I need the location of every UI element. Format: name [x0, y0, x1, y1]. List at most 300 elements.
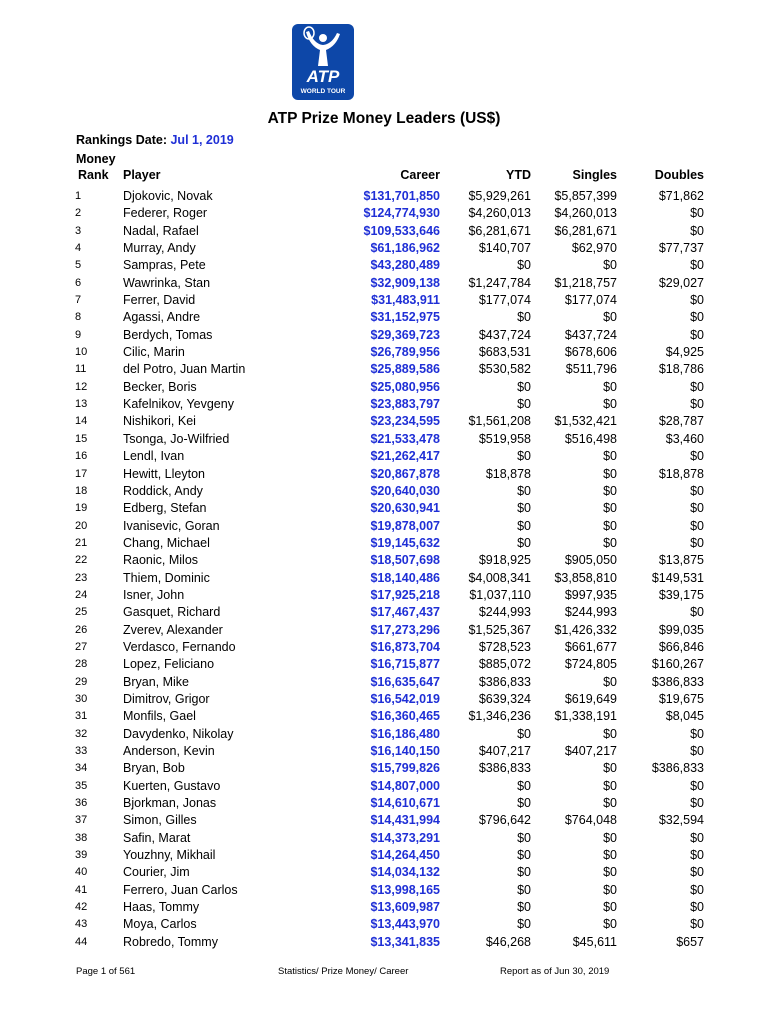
rank-cell: 41: [75, 883, 88, 896]
rank-cell: 9: [75, 328, 82, 341]
table-row: [0, 518, 768, 535]
player-cell: Davydenko, Nikolay: [123, 726, 234, 741]
player-cell: Monfils, Gael: [123, 709, 196, 724]
ytd-cell: $18,878: [485, 466, 531, 481]
player-cell: Bjorkman, Jonas: [123, 796, 217, 811]
career-cell: $23,883,797: [370, 397, 440, 412]
singles-cell: $4,260,013: [554, 206, 617, 221]
ytd-cell: $1,037,110: [469, 587, 531, 602]
player-cell: Lopez, Feliciano: [123, 657, 215, 672]
singles-cell: $661,677: [564, 639, 617, 654]
table-row: [0, 882, 768, 899]
page-title: ATP Prize Money Leaders (US$): [267, 110, 501, 127]
career-cell: $16,140,150: [370, 744, 440, 758]
career-cell: $23,234,595: [370, 414, 440, 429]
singles-cell: $997,935: [564, 587, 617, 602]
singles-cell: $6,281,671: [554, 223, 617, 238]
doubles-cell: $0: [690, 605, 704, 620]
singles-cell: $0: [603, 882, 617, 897]
player-cell: Gasquet, Richard: [123, 605, 221, 620]
table-row: [0, 604, 768, 621]
doubles-cell: $0: [690, 483, 704, 498]
career-cell: $20,867,878: [370, 466, 440, 481]
player-cell: Haas, Tommy: [123, 900, 200, 915]
singles-cell: $0: [603, 535, 617, 550]
table-row: [0, 327, 768, 344]
rank-cell: 34: [75, 762, 88, 775]
career-cell: $19,145,632: [370, 535, 440, 550]
player-cell: Moya, Carlos: [123, 917, 197, 932]
doubles-cell: $0: [690, 917, 704, 932]
singles-cell: $0: [603, 466, 617, 481]
career-cell: $16,715,877: [370, 657, 440, 672]
ytd-cell: $0: [517, 778, 531, 793]
singles-cell: $0: [603, 761, 617, 776]
singles-cell: $1,532,421: [554, 414, 617, 429]
doubles-cell: $0: [690, 206, 704, 221]
player-cell: Ivanisevic, Goran: [123, 518, 220, 533]
doubles-cell: $0: [690, 327, 704, 342]
table-row: [0, 188, 768, 205]
singles-cell: $619,649: [564, 691, 617, 706]
ytd-cell: $0: [517, 258, 531, 273]
doubles-cell: $0: [690, 397, 704, 412]
header-player: Player: [123, 168, 161, 182]
career-cell: $31,152,975: [370, 310, 440, 325]
table-row: [0, 379, 768, 396]
table-row: [0, 431, 768, 448]
singles-cell: $1,338,191: [554, 709, 617, 724]
ytd-cell: $918,925: [478, 553, 531, 568]
career-cell: $13,609,987: [370, 900, 440, 915]
singles-cell: $724,805: [564, 657, 617, 672]
table-row: [0, 622, 768, 639]
player-cell: Kafelnikov, Yevgeny: [123, 397, 234, 412]
career-cell: $124,774,930: [363, 206, 440, 221]
ytd-cell: $244,993: [478, 605, 531, 620]
doubles-cell: $0: [690, 449, 704, 464]
career-cell: $61,186,962: [370, 241, 440, 256]
rank-cell: 17: [75, 467, 88, 480]
doubles-cell: $386,833: [651, 761, 704, 776]
table-row: [0, 448, 768, 465]
career-cell: $31,483,911: [371, 293, 440, 308]
ytd-cell: $0: [517, 379, 531, 394]
ytd-cell: $140,707: [478, 241, 531, 256]
table-row: [0, 223, 768, 240]
table-row: [0, 361, 768, 378]
doubles-cell: $0: [690, 726, 704, 741]
ytd-cell: $530,582: [478, 362, 531, 377]
player-cell: Chang, Michael: [123, 535, 210, 550]
doubles-cell: $18,878: [658, 466, 704, 481]
doubles-cell: $0: [690, 518, 704, 533]
table-row: [0, 847, 768, 864]
singles-cell: $0: [603, 674, 617, 689]
singles-cell: $244,993: [564, 605, 617, 620]
rank-cell: 22: [75, 554, 88, 567]
doubles-cell: $0: [690, 830, 704, 845]
table-row: [0, 587, 768, 604]
table-row: [0, 812, 768, 829]
rank-cell: 12: [75, 380, 88, 393]
table-row: [0, 292, 768, 309]
player-cell: Zverev, Alexander: [123, 622, 223, 637]
doubles-cell: $0: [690, 379, 704, 394]
player-cell: Nadal, Rafael: [123, 223, 199, 238]
doubles-cell: $0: [690, 865, 704, 880]
header-career: Career: [400, 168, 440, 182]
singles-cell: $0: [603, 726, 617, 741]
career-cell: $20,630,941: [370, 501, 440, 516]
doubles-cell: $0: [690, 848, 704, 863]
rank-cell: 33: [75, 745, 88, 757]
rank-cell: 13: [75, 398, 88, 411]
rank-cell: 1: [75, 190, 82, 202]
career-cell: $17,273,296: [370, 622, 440, 637]
singles-cell: $0: [603, 778, 617, 793]
doubles-cell: $32,594: [658, 813, 704, 828]
player-cell: Youzhny, Mikhail: [123, 848, 216, 863]
singles-cell: $764,048: [564, 813, 617, 828]
career-cell: $17,467,437: [370, 605, 440, 620]
table-row: [0, 257, 768, 274]
rank-cell: 35: [75, 779, 88, 792]
singles-cell: $0: [603, 483, 617, 498]
player-cell: Berdych, Tomas: [123, 327, 213, 342]
singles-cell: $0: [603, 310, 617, 325]
atp-world-tour-logo: [292, 24, 354, 100]
player-cell: Verdasco, Fernando: [123, 639, 236, 654]
table-row: [0, 413, 768, 430]
table-row: [0, 570, 768, 587]
doubles-cell: $3,460: [665, 431, 704, 446]
doubles-cell: $19,675: [658, 691, 704, 706]
rank-cell: 37: [75, 814, 88, 827]
career-cell: $20,640,030: [370, 483, 440, 498]
player-cell: Ferrero, Juan Carlos: [123, 882, 238, 897]
ytd-cell: $0: [517, 796, 531, 811]
rank-cell: 7: [75, 294, 82, 307]
rank-cell: 38: [75, 831, 88, 844]
career-cell: $21,262,417: [370, 449, 440, 464]
rank-cell: 4: [75, 242, 82, 255]
logo-subtext: WORLD TOUR: [300, 88, 346, 95]
table-row: [0, 240, 768, 257]
ytd-cell: $885,072: [478, 657, 531, 672]
singles-cell: $0: [603, 900, 617, 915]
ytd-cell: $0: [517, 865, 531, 880]
ytd-cell: $386,833: [478, 761, 531, 776]
doubles-cell: $0: [690, 535, 704, 550]
player-cell: Bryan, Bob: [123, 761, 185, 776]
singles-cell: $0: [603, 518, 617, 533]
player-cell: Djokovic, Novak: [123, 189, 213, 203]
ytd-cell: $1,561,208: [468, 414, 531, 429]
doubles-cell: $160,267: [651, 657, 704, 672]
player-cell: Anderson, Kevin: [123, 744, 215, 758]
player-cell: Isner, John: [123, 587, 185, 602]
table-row: [0, 760, 768, 777]
singles-cell: $0: [603, 501, 617, 516]
rank-cell: 30: [75, 692, 88, 705]
table-row: [0, 934, 768, 951]
player-cell: Becker, Boris: [123, 379, 197, 394]
doubles-cell: $99,035: [658, 622, 704, 637]
player-cell: Robredo, Tommy: [123, 934, 218, 949]
ytd-cell: $0: [517, 830, 531, 845]
footer-section: Statistics/ Prize Money/ Career: [278, 966, 409, 977]
singles-cell: $905,050: [564, 553, 617, 568]
rank-cell: 16: [75, 450, 88, 463]
career-cell: $26,789,956: [370, 345, 440, 360]
player-cell: Thiem, Dominic: [123, 570, 210, 585]
doubles-cell: $0: [690, 744, 704, 758]
rank-cell: 25: [75, 606, 88, 619]
singles-cell: $0: [603, 258, 617, 273]
table-row: [0, 899, 768, 916]
player-cell: Sampras, Pete: [123, 258, 206, 273]
table-row: [0, 743, 768, 760]
player-cell: Wawrinka, Stan: [123, 275, 211, 290]
singles-cell: $437,724: [564, 327, 617, 342]
career-cell: $16,186,480: [370, 726, 440, 741]
table-row: [0, 552, 768, 569]
singles-cell: $407,217: [564, 744, 617, 758]
player-cell: Ferrer, David: [123, 293, 196, 308]
ytd-cell: $0: [517, 310, 531, 325]
rank-cell: 19: [75, 502, 88, 515]
rank-cell: 27: [75, 640, 88, 653]
ytd-cell: $0: [517, 449, 531, 464]
career-cell: $29,369,723: [370, 327, 440, 342]
ytd-cell: $1,346,236: [468, 709, 531, 724]
table-row: [0, 466, 768, 483]
ytd-cell: $0: [517, 535, 531, 550]
career-cell: $14,264,450: [370, 848, 440, 863]
ytd-cell: $6,281,671: [468, 223, 531, 238]
rankings-date-value: Jul 1, 2019: [170, 133, 234, 147]
career-cell: $25,080,956: [370, 379, 440, 394]
player-cell: Agassi, Andre: [123, 310, 201, 325]
career-cell: $16,873,704: [370, 639, 440, 654]
singles-cell: $0: [603, 449, 617, 464]
rank-cell: 40: [75, 866, 88, 879]
doubles-cell: $0: [690, 293, 704, 308]
player-cell: Kuerten, Gustavo: [123, 778, 221, 793]
player-cell: Tsonga, Jo-Wilfried: [123, 431, 230, 446]
table-row: [0, 674, 768, 691]
table-row: [0, 864, 768, 881]
player-cell: Nishikori, Kei: [123, 414, 196, 429]
player-cell: Cilic, Marin: [123, 345, 185, 360]
player-cell: Courier, Jim: [123, 865, 190, 880]
player-cell: Safin, Marat: [123, 830, 191, 845]
ytd-cell: $5,929,261: [468, 189, 531, 203]
rankings-date: [76, 133, 234, 147]
rank-cell: 8: [75, 311, 82, 324]
career-cell: $25,889,586: [370, 362, 440, 377]
table-row: [0, 639, 768, 656]
footer-report-date: Report as of Jun 30, 2019: [500, 966, 610, 977]
career-cell: $109,533,646: [363, 223, 440, 238]
player-cell: Bryan, Mike: [123, 674, 189, 689]
rank-cell: 5: [75, 259, 82, 272]
rank-cell: 6: [75, 276, 82, 289]
career-cell: $17,925,218: [370, 587, 440, 602]
ytd-cell: $728,523: [478, 639, 531, 654]
doubles-cell: $657: [676, 934, 704, 949]
rank-cell: 42: [75, 901, 88, 914]
singles-cell: $0: [603, 848, 617, 863]
table-row: [0, 830, 768, 847]
player-cell: del Potro, Juan Martin: [123, 362, 246, 377]
prize-money-table: [0, 188, 768, 951]
doubles-cell: $0: [690, 796, 704, 811]
career-cell: $18,140,486: [370, 570, 440, 585]
doubles-cell: $29,027: [658, 275, 704, 290]
doubles-cell: $8,045: [665, 709, 704, 724]
ytd-cell: $0: [517, 726, 531, 741]
rank-cell: 15: [75, 432, 88, 445]
rank-cell: 11: [75, 363, 87, 376]
rank-cell: 20: [75, 519, 88, 532]
ytd-cell: $0: [517, 483, 531, 498]
footer-page: Page 1 of 561: [76, 966, 136, 977]
doubles-cell: $149,531: [651, 570, 704, 585]
ytd-cell: $0: [517, 848, 531, 863]
singles-cell: $5,857,399: [554, 189, 617, 203]
rankings-date-label: Rankings Date:: [76, 133, 167, 147]
rank-cell: 39: [75, 849, 88, 862]
player-cell: Raonic, Milos: [123, 553, 199, 568]
singles-cell: $1,218,757: [554, 275, 617, 290]
player-cell: Federer, Roger: [123, 206, 208, 221]
table-row: [0, 656, 768, 673]
header-rank: Rank: [78, 168, 109, 182]
doubles-cell: $39,175: [658, 587, 704, 602]
ytd-cell: $0: [517, 397, 531, 412]
table-row: [0, 916, 768, 933]
ytd-cell: $437,724: [478, 327, 531, 342]
ytd-cell: $4,260,013: [468, 206, 531, 221]
rank-cell: 23: [75, 571, 88, 584]
singles-cell: $516,498: [564, 431, 617, 446]
singles-cell: $3,858,810: [554, 570, 617, 585]
career-cell: $14,807,000: [370, 778, 440, 793]
table-row: [0, 500, 768, 517]
career-cell: $18,507,698: [370, 553, 440, 568]
career-cell: $13,998,165: [370, 882, 440, 897]
ytd-cell: $177,074: [478, 293, 531, 308]
ytd-cell: $46,268: [485, 934, 531, 949]
rank-cell: 10: [75, 346, 88, 359]
doubles-cell: $0: [690, 501, 704, 516]
doubles-cell: $4,925: [665, 345, 704, 360]
career-cell: $21,533,478: [370, 431, 440, 446]
ytd-cell: $0: [517, 501, 531, 516]
header-doubles: Doubles: [654, 168, 704, 182]
career-cell: $13,443,970: [370, 917, 440, 932]
doubles-cell: $77,737: [658, 241, 704, 256]
career-cell: $14,610,671: [370, 796, 440, 811]
doubles-cell: $0: [690, 778, 704, 793]
rank-cell: 31: [75, 710, 88, 723]
player-cell: Roddick, Andy: [123, 483, 203, 498]
rank-cell: 26: [75, 623, 88, 636]
player-cell: Hewitt, Lleyton: [123, 466, 205, 481]
table-row: [0, 344, 768, 361]
rank-cell: 24: [75, 588, 88, 601]
doubles-cell: $0: [690, 882, 704, 897]
career-cell: $16,542,019: [370, 691, 440, 706]
player-cell: Edberg, Stefan: [123, 501, 207, 516]
singles-cell: $678,606: [564, 345, 617, 360]
rank-cell: 21: [75, 536, 88, 549]
table-row: [0, 309, 768, 326]
singles-cell: $1,426,332: [554, 622, 617, 637]
player-cell: Dimitrov, Grigor: [123, 691, 210, 706]
player-cell: Simon, Gilles: [123, 813, 197, 828]
career-cell: $19,878,007: [370, 518, 440, 533]
doubles-cell: $71,862: [658, 189, 704, 203]
header-money: Money: [76, 152, 116, 166]
career-cell: $13,341,835: [370, 934, 440, 949]
singles-cell: $0: [603, 397, 617, 412]
ytd-cell: $4,008,341: [468, 570, 531, 585]
singles-cell: $511,796: [565, 362, 617, 377]
logo-text: ATP: [306, 67, 340, 86]
doubles-cell: $0: [690, 310, 704, 325]
rank-cell: 29: [75, 675, 88, 688]
ytd-cell: $639,324: [478, 691, 531, 706]
singles-cell: $0: [603, 796, 617, 811]
ytd-cell: $1,525,367: [468, 622, 531, 637]
doubles-cell: $386,833: [651, 674, 704, 689]
doubles-cell: $0: [690, 900, 704, 915]
career-cell: $131,701,850: [363, 189, 440, 203]
player-cell: Murray, Andy: [123, 241, 196, 256]
rank-cell: 44: [75, 935, 88, 948]
singles-cell: $0: [603, 379, 617, 394]
ytd-cell: $386,833: [478, 674, 531, 689]
table-row: [0, 275, 768, 292]
doubles-cell: $18,786: [658, 362, 704, 377]
career-cell: $32,909,138: [370, 275, 440, 290]
header-ytd: YTD: [506, 168, 531, 182]
rank-cell: 3: [75, 224, 82, 237]
rank-cell: 36: [75, 797, 88, 810]
header-singles: Singles: [572, 168, 617, 182]
doubles-cell: $13,875: [658, 553, 704, 568]
table-row: [0, 778, 768, 795]
singles-cell: $45,611: [572, 934, 617, 949]
ytd-cell: $0: [517, 518, 531, 533]
doubles-cell: $0: [690, 258, 704, 273]
singles-cell: $62,970: [571, 241, 617, 256]
rank-cell: 2: [75, 207, 82, 220]
career-cell: $43,280,489: [370, 258, 440, 273]
table-row: [0, 795, 768, 812]
ytd-cell: $0: [517, 882, 531, 897]
doubles-cell: $28,787: [658, 414, 704, 429]
atp-logo-icon: [292, 24, 354, 100]
ytd-cell: $796,642: [478, 813, 531, 828]
career-cell: $16,635,647: [370, 674, 440, 689]
career-cell: $16,360,465: [370, 709, 440, 724]
rank-cell: 32: [75, 727, 88, 740]
rank-cell: 18: [75, 484, 88, 497]
